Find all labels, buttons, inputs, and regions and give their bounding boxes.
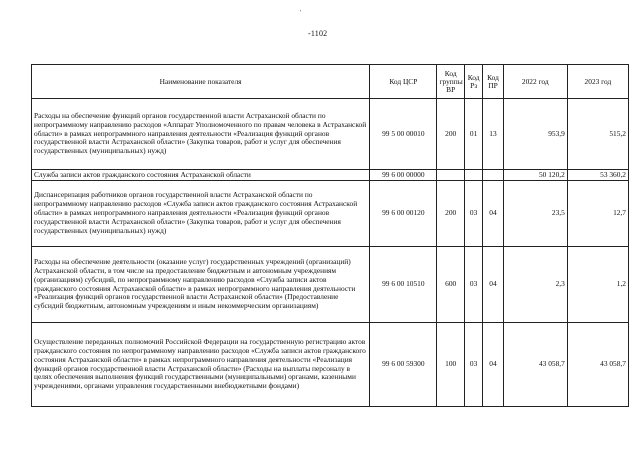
row-2022: 50 120,2 [503,170,567,181]
row-pr: 13 [483,99,503,170]
row-vr: 600 [437,247,465,323]
row-csr: 99 6 00 00000 [370,170,437,181]
row-pr: 04 [483,181,503,247]
row-csr: 99 6 00 00120 [370,181,437,247]
header-pr: Код ПР [483,65,503,99]
budget-table [31,64,629,407]
row-2023: 1,2 [567,247,628,323]
row-csr: 99 6 00 10510 [370,247,437,323]
row-2023: 515,2 [567,99,628,170]
row-rz: 01 [464,99,482,170]
table-row [32,181,629,247]
row-pr [483,170,503,181]
row-name: Диспансеризация работников органов государственной власти Астраханской области по непрограммному направлению расходов «Служба записи актов гражданского состояния Астраханской области» в рамках непрограммного направления деятельности «Реализация функций органов государственной власти Астраханской области» (Закупка товаров, работ и услуг для обеспечения государственных (муниципальных) нужд) [32,181,370,247]
row-2022: 2,3 [503,247,567,323]
row-csr: 99 6 00 59300 [370,323,437,407]
row-vr: 200 [437,181,465,247]
row-pr: 04 [483,323,503,407]
row-rz: 03 [464,323,482,407]
row-vr: 200 [437,99,465,170]
table-row [32,170,629,181]
page-mark: ' [300,10,302,16]
row-rz [464,170,482,181]
header-csr: Код ЦСР [370,65,437,99]
header-vr: Код группы ВР [437,65,465,99]
row-2022: 953,9 [503,99,567,170]
row-rz: 03 [464,181,482,247]
row-name: Служба записи актов гражданского состояния Астраханской области [32,170,370,181]
row-2023: 53 360,2 [567,170,628,181]
row-vr: 100 [437,323,465,407]
row-2023: 43 058,7 [567,323,628,407]
row-csr: 99 5 00 00010 [370,99,437,170]
table-row [32,323,629,407]
row-name: Расходы на обеспечение деятельности (оказание услуг) государственных учреждений (организаций) Астраханской области, в том числе на предоставление бюджетным и автономным учреждениям (организациям) субсидий, по непрограммному направлению расходов «Служба записи актов гражданского состояния Астраханской области» в рамках непрограммного направления деятельности «Реализация функций органов государственной власти Астраханской области» (Предоставление субсидий бюджетным, автономным учреждениям и иным некоммерческим организациям) [32,247,370,323]
header-rz: Код Рз [464,65,482,99]
row-2022: 43 058,7 [503,323,567,407]
row-rz: 03 [464,247,482,323]
table-header-row [32,65,629,99]
header-2022: 2022 год [503,65,567,99]
row-name: Расходы на обеспечение функций органов государственной власти Астраханской области по непрограммному направлению расходов «Аппарат Уполномоченного по правам человека в Астраханской области» в рамках непрограммного направления деятельности «Реализация функций органов государственной власти Астраханской области» (Закупка товаров, работ и услуг для обеспечения государственных (муниципальных) нужд) [32,99,370,170]
row-name: Осуществление переданных полномочий Российской Федерации на государственную регистрацию актов гражданского состояния по непрограммному направлению расходов «Служба записи актов гражданского состояния Астраханской области» в рамках непрограммного направления деятельности «Реализация функций органов государственной власти Астраханской области» (Расходы на выплаты персоналу в целях обеспечения выполнения функций государственными (муниципальными) органами, казенными учреждениями, органами управления государственными внебюджетными фондами) [32,323,370,407]
table-row [32,247,629,323]
row-2022: 23,5 [503,181,567,247]
row-2023: 12,7 [567,181,628,247]
header-name: Наименование показателя [32,65,370,99]
table-row [32,99,629,170]
header-2023: 2023 год [567,65,628,99]
page-number: -1102 [308,29,328,38]
row-pr: 04 [483,247,503,323]
row-vr [437,170,465,181]
